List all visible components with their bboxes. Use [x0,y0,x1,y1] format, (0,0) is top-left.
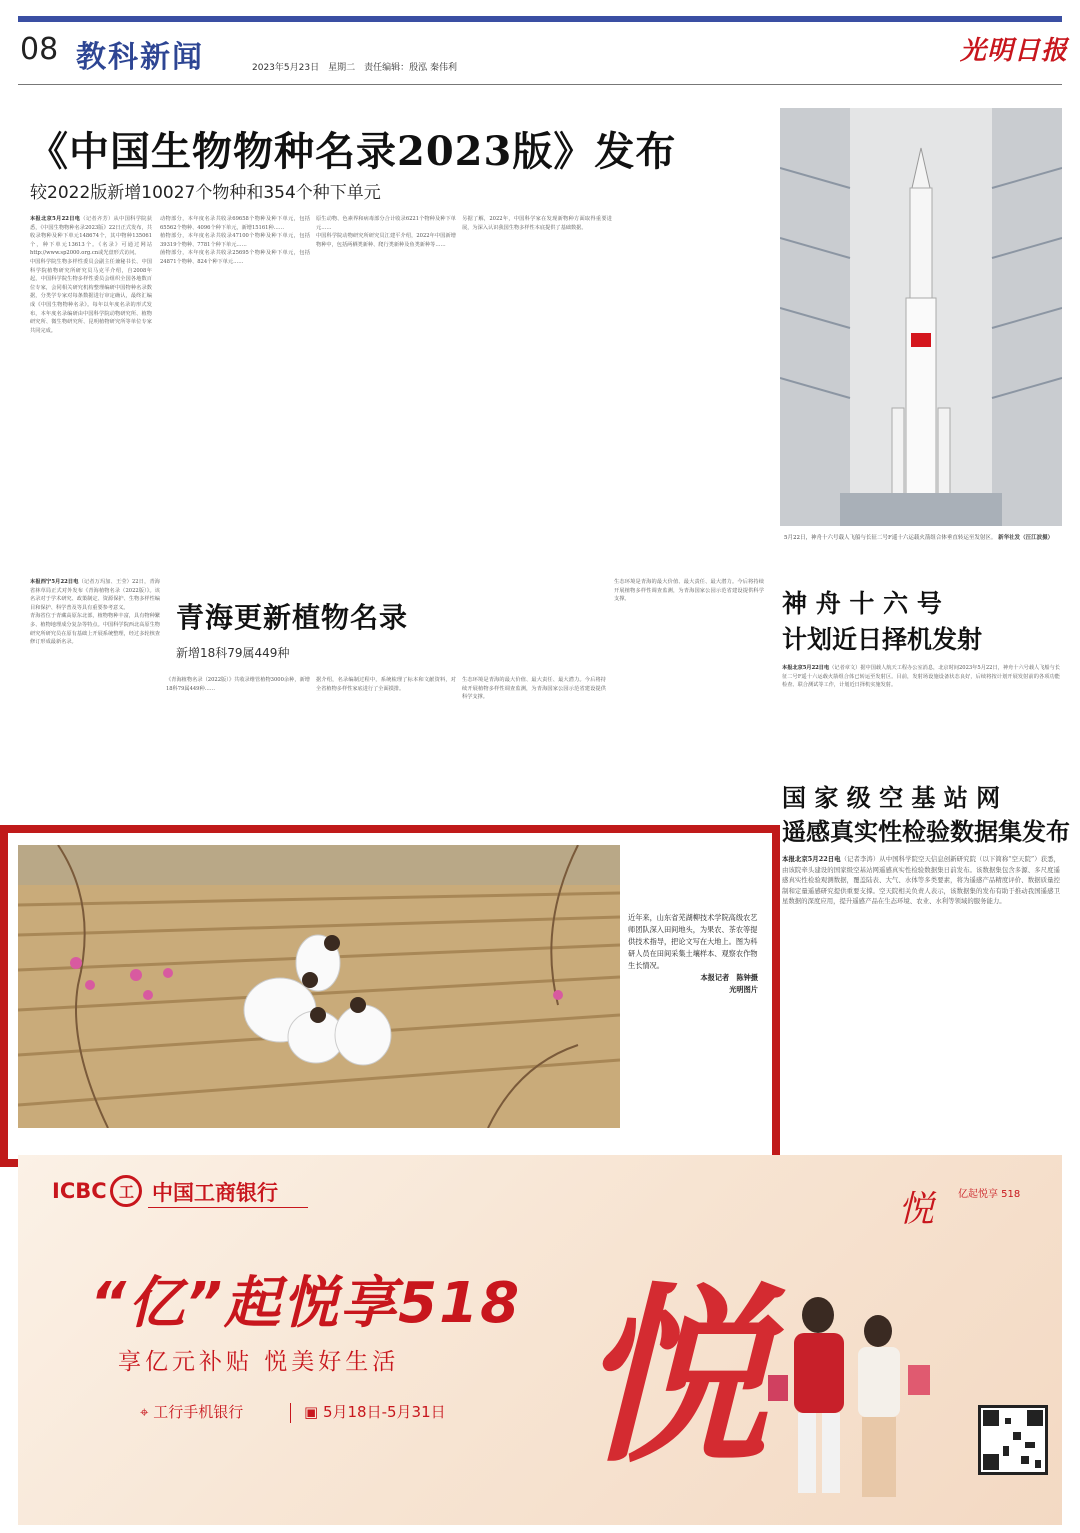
section-title: 教科新闻 [76,40,204,75]
qinghai-byline: 本报西宁5月22日电 [30,579,79,585]
page-number: 08 [20,32,59,67]
shenzhou-headline-line-1: 神 舟 十 六 号 [782,589,942,618]
logo-underline [148,1207,308,1208]
ad-channel-label: 工行手机银行 [153,1403,244,1421]
qinghai-paragraph-1: （记者万玛加、王莹）22日，青海省林草局正式对外发布《青海植物名录（2022版）》。该名录对于学术研究、政策制定、资源保护、生物多样性编目和保护、科学普及等具有重要参考意义。 [30,579,160,611]
ad-corner-mark: 悦 [898,1189,935,1230]
lead-paragraph-2: 中国科学院生物多样性委员会副主任兼秘书长、中国科学院植物研究所研究员马克平介绍，自2008年起，中国科学院生物多样性委员会组织全国各地数百位专家，会同相关研究机构整理编研中国物种名录数据，分类学专家对每条数据进行审定确认，最终汇编成《中国生物物种名录》。每年以年度名录的形式发布，本年度名录编研由中国科学院动物研究所、植物研究所、微生物研究所、昆明植物研究所等单位专家共同完成。 [30,258,152,334]
qinghai-column-5 [614,578,764,816]
field-caption-text: 近年来，山东省芜湖柳技术学院高级农艺师团队深入田间地头，为果农、茶农等提供技术指导，把论文写在大地上。图为科研人员在田间采集土壤样本、观察农作物生长情况。 [628,913,758,970]
highlight-box [0,825,780,1167]
lead-paragraph-1: （记者齐芳）从中国科学院获悉，《中国生物物种名录2023版》22日正式发布，共收录物种及种下单元148674个，其中物种135061个，种下单元13613个。《名录》可通过网站http://www.sp2000.org.cn或光盘形式访问。 [30,216,152,257]
qinghai-column-2 [166,676,310,816]
qinghai-column-1 [30,578,160,816]
ad-slogan: “亿”起悦享518 [90,1271,522,1336]
rocket-photo [780,108,1062,526]
masthead-rule [18,84,1062,85]
top-color-band [18,16,1062,22]
lead-column-1 [30,215,152,555]
lead-column-3 [316,215,456,555]
lead-paragraph-6: 原生动物、色素界和病毒部分合计收录6221个物种及种下单元…… [316,216,456,231]
station-headline-line-2: 遥感真实性检验数据集发布 [782,817,1070,846]
rocket-illustration [780,108,1062,526]
dateline: 2023年5月23日 星期二 责任编辑：殷泓 秦伟利 [252,63,457,73]
shoppers-illustration [758,1275,958,1515]
rocket-caption-text: 5月22日，神舟十六号载人飞船与长征二号F遥十六运载火箭组合体垂直转运至发射区。 [784,535,997,541]
ad-channel [140,1401,243,1422]
icbc-chinese-name: 中国工商银行 [152,1181,278,1205]
lead-column-4 [462,215,612,555]
ad-calligraphy-char: 悦 [578,1265,769,1488]
lead-byline: 本报北京5月22日电 [30,216,81,222]
icbc-emblem-symbol: 工 [119,1183,135,1201]
shenzhou-headline-line-2: 计划近日择机发射 [782,625,983,654]
rocket-caption-credit: 新华社发（汪江波摄） [998,535,1054,541]
icbc-advertisement [18,1155,1062,1525]
lead-paragraph-7: 中国科学院动物研究所研究员江建平介绍，2022年中国新增物种中，包括两栖类新种、爬行类新种及鱼类新种等…… [316,233,456,248]
ad-tagline: 享亿元补贴 悦美好生活 [118,1349,400,1375]
shenzhou-body [782,664,1060,734]
qinghai-column-4 [462,676,606,816]
qinghai-paragraph-2: 青海省位于青藏高原东北部，植物物种丰富，具有物种繁多、植物地理成分复杂等特点。中国科学院西北高原生物研究所研究员在原有基础上开展系统整理，经过多轮核查修订形成最新名录。 [30,613,160,646]
qinghai-paragraph-5: 生态环境是青海的最大价值、最大责任、最大潜力。今后将持续开展植物多样性调查监测，为青海国家公园示范省建设提供科学支撑。 [462,677,606,701]
field-caption-credit-1: 本报记者 陈钟摄 [700,973,758,982]
lead-paragraph-4: 植物部分，本年度名录共收录47100个物种及种下单元，包括39319个物种、7781个种下单元…… [160,233,310,248]
rocket-photo-caption [784,534,1060,542]
shenzhou-text: （记者章文）据中国载人航天工程办公室消息，北京时间2023年5月22日，神舟十六号载人飞船与长征二号F遥十六运载火箭组合体已转运至发射区。目前，发射场设施设备状态良好，后续将按计划开展发射前的各项功能检查、联合测试等工作，计划近日择机实施发射。 [782,665,1060,689]
ad-period-label: 5月18日-5月31日 [322,1403,446,1421]
qr-pattern [981,1408,1045,1472]
lead-headline: 《中国生物物种名录2023版》发布 [28,128,677,175]
location-pin-icon: ⌖ [140,1403,149,1421]
ad-period [304,1401,446,1422]
qinghai-paragraph-3: 《青海植物名录（2022版）》共收录维管植物3000余种，新增18科79属449种…… [166,677,310,692]
field-caption-credit-2: 光明图片 [729,985,758,994]
icbc-emblem-icon [110,1175,142,1207]
ad-info-divider [290,1403,291,1423]
newspaper-logo: 光明日报 [960,36,1069,66]
qinghai-paragraph-4: 据介绍，名录编制过程中，系统梳理了标本和文献资料，对全省植物多样性家底进行了全面摸排。 [316,677,456,692]
qinghai-column-3 [316,676,456,816]
qinghai-headline: 青海更新植物名录 [176,601,409,634]
calendar-icon: ▣ [304,1403,319,1421]
station-body [782,854,1060,1146]
qinghai-subheadline: 新增18科79属449种 [176,646,290,660]
ad-corner-note: 亿起悦享 518 [958,1189,1021,1200]
lead-column-2 [160,215,310,555]
station-headline-line-1: 国 家 级 空 基 站 网 [782,783,1001,812]
station-byline: 本报北京5月22日电 [782,855,841,863]
lead-paragraph-3: 动物部分，本年度名录共收录69658个物种及种下单元，包括65562个物种、4096个种下单元，新增15161种…… [160,216,310,231]
shenzhou-byline: 本报北京5月22日电 [782,665,830,671]
station-text: （记者李涛）从中国科学院空天信息创新研究院（以下简称“空天院”）获悉，由该院牵头建设的国家级空基站网遥感真实性检验数据集日前发布。该数据集包含多源、多尺度遥感真实性检验观测数据，覆盖陆表、大气、水体等多类要素，将为遥感产品精度评价、数据质量控制和定量遥感研究提供重要支撑。空天院相关负责人表示，该数据集的发布有助于推动我国遥感卫星数据的深度应用，提升遥感产品在生态环境、农业、水利等领域的服务能力。 [782,855,1060,905]
lead-subheadline: 较2022版新增10027个物种和354个种下单元 [30,183,381,203]
lead-paragraph-8: 另据了解，2022年，中国科学家在发现新物种方面取得重要进展，为深入认识我国生物多样性本底提供了基础数据。 [462,216,612,231]
lead-paragraph-5: 菌物部分，本年度名录共收录25695个物种及种下单元，包括24871个物种、824个种下单元…… [160,250,310,265]
qinghai-paragraph-continued: 生态环境是青海的最大价值、最大责任、最大潜力。今后将持续开展植物多样性调查监测，为青海国家公园示范省建设提供科学支撑。 [614,579,764,603]
icbc-logo-text: ICBC [52,1179,107,1203]
qr-code[interactable] [978,1405,1048,1475]
